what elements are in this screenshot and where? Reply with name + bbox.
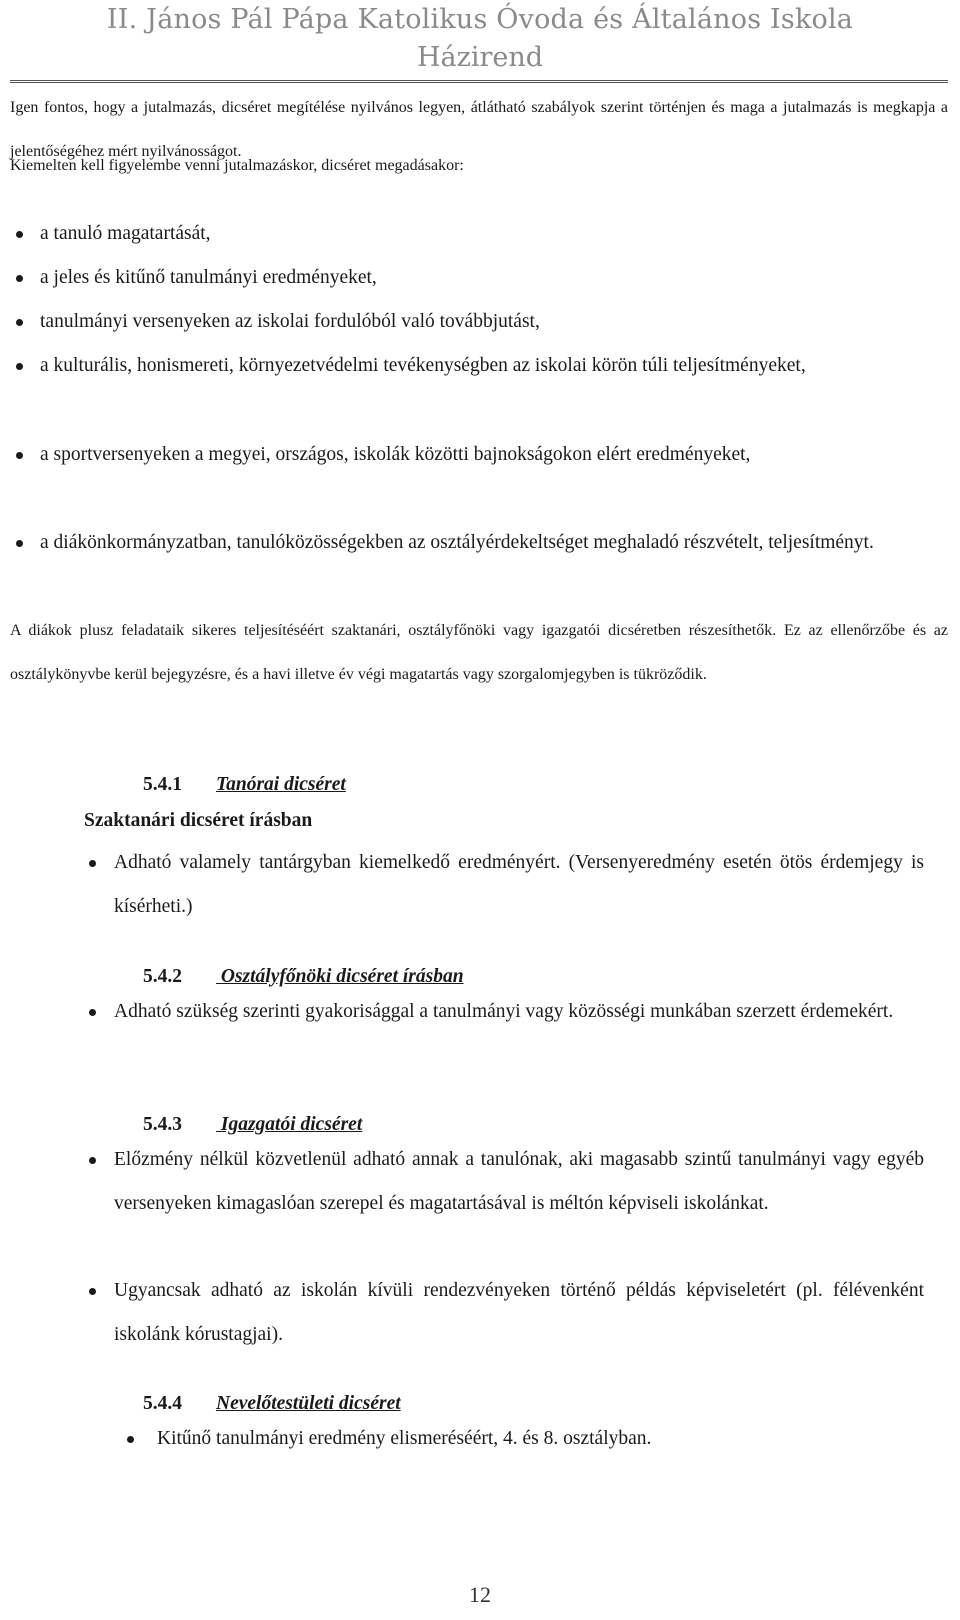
bullet-dot xyxy=(16,363,23,370)
header-divider xyxy=(10,80,948,83)
bullet-dot xyxy=(16,319,23,326)
section-title: Tanórai dicséret xyxy=(216,774,346,795)
page-header xyxy=(0,0,960,82)
bullet-dot xyxy=(89,1157,96,1164)
school-name: II. János Pál Pápa Katolikus Óvoda és Általános Iskola xyxy=(106,4,854,35)
list-item: Előzmény nélkül közvetlenül adható annak a tanulónak, aki magasabb szintű tanulmányi vagy egyéb versenyeken kimagaslóan szerepel és magatartásával is méltón képviseli iskolánkat. xyxy=(114,1149,924,1214)
bullet-dot xyxy=(16,275,23,282)
closing-paragraph: A diákok plusz feladataik sikeres teljesítéséért szaktanári, osztályfőnöki vagy igazgatói dicséretben részesíthetők. Ez az ellenőrzőbe és az osztálykönyvbe kerül bejegyzésre, és a havi illetve év végi magatartás vagy szorgalomjegyben is tükröződik. xyxy=(10,622,948,683)
bullet-dot xyxy=(89,1009,96,1016)
section-number: 5.4.4 xyxy=(143,1393,182,1414)
bullet-dot xyxy=(16,540,23,547)
section-subtitle: Szaktanári dicséret írásban xyxy=(84,810,313,831)
document-title: Házirend xyxy=(416,42,544,73)
section-title: Nevelőtestületi dicséret xyxy=(216,1393,401,1414)
section-number: 5.4.1 xyxy=(143,774,182,795)
bullet-dot xyxy=(89,860,96,867)
bullet-dot xyxy=(89,1288,96,1295)
list-item: Adható szükség szerinti gyakorisággal a tanulmányi vagy közösségi munkában szerzett érdemekért. xyxy=(114,1001,894,1022)
bullet-dot xyxy=(16,231,23,238)
section-title: Osztályfőnöki dicséret írásban xyxy=(216,966,464,987)
list-item: Kitűnő tanulmányi eredmény elismeréséért, 4. és 8. osztályban. xyxy=(157,1428,652,1449)
intro-paragraph: Igen fontos, hogy a jutalmazás, dicséret megítélése nyilvános legyen, átlátható szabályok szerint történjen és maga a jutalmazás is megkapja a jelentőségéhez mért nyilvánosságot. xyxy=(10,99,948,160)
section-number: 5.4.3 xyxy=(143,1114,182,1135)
bullet-dot xyxy=(16,452,23,459)
list-item: a diákönkormányzatban, tanulóközösségekben az osztályérdekeltséget meghaladó részvételt, teljesítményt. xyxy=(40,532,874,553)
section-number: 5.4.2 xyxy=(143,966,182,987)
list-item: a sportversenyeken a megyei, országos, iskolák közötti bajnokságokon elért eredményeket, xyxy=(40,444,751,465)
section-title: Igazgatói dicséret xyxy=(216,1114,363,1135)
list-item: Ugyancsak adható az iskolán kívüli rendezvényeken történő példás képviseletért (pl. félévenként iskolánk kórustagjai). xyxy=(114,1280,924,1345)
bullet-dot xyxy=(127,1436,134,1443)
list-item: a tanuló magatartását, xyxy=(40,223,211,244)
criteria-intro: Kiemelten kell figyelembe venni jutalmazáskor, dicséret megadásakor: xyxy=(10,157,464,174)
list-item: a kulturális, honismereti, környezetvédelmi tevékenységben az iskolai körön túli teljesítményeket, xyxy=(40,355,806,376)
list-item: a jeles és kitűnő tanulmányi eredményeket, xyxy=(40,267,377,288)
list-item: tanulmányi versenyeken az iskolai fordulóból való továbbjutást, xyxy=(40,311,540,332)
list-item: Adható valamely tantárgyban kiemelkedő eredményért. (Versenyeredmény esetén ötös érdemjegy is kísérheti.) xyxy=(114,852,924,917)
page-number: 12 xyxy=(469,1582,491,1607)
